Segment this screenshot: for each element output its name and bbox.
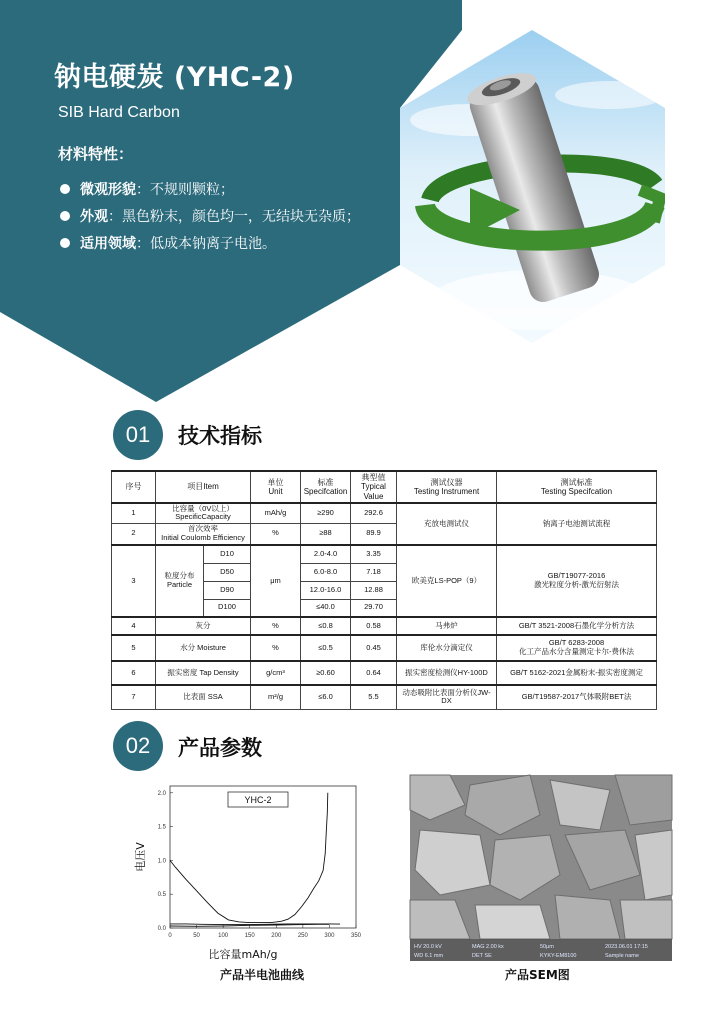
table-row — [112, 617, 657, 635]
cell: 0.64 — [351, 661, 397, 685]
section-title: 技术指标 — [178, 424, 262, 448]
cell: 3.35 — [351, 545, 397, 563]
x-tick-label: 300 — [324, 933, 335, 939]
feature-key: 适用领域 — [80, 235, 136, 252]
cell: 振实密度检测仪HY-100D — [397, 661, 497, 685]
cell: GB/T19077-2016 激光粒度分析-激光衍射法 — [497, 545, 657, 617]
cell: 12.88 — [351, 581, 397, 599]
x-tick-label: 350 — [350, 933, 362, 939]
chart-caption: 产品半电池曲线 — [220, 968, 305, 982]
cell: GB/T19587-2017气体吸附BET法 — [497, 685, 657, 709]
sem-info-text: 2023.06.01 17:15 — [605, 944, 648, 950]
sem-info-text: DET SE — [472, 953, 492, 959]
cell: 6 — [112, 661, 156, 685]
cell: 比容量（0V以上） SpecificCapacity — [156, 503, 251, 523]
cell: ≤0.8 — [301, 617, 351, 635]
cell: 马弗炉 — [397, 617, 497, 635]
feature-key: 外观 — [80, 208, 108, 225]
product-subtitle: SIB Hard Carbon — [58, 104, 180, 121]
table-row — [112, 685, 657, 709]
x-axis-label: 比容量mAh/g — [208, 948, 278, 961]
y-tick-label: 1.0 — [157, 858, 166, 865]
sem-scale-text: 50μm — [540, 944, 554, 950]
x-tick-label: 150 — [244, 933, 255, 939]
cell: 钠离子电池测试流程 — [497, 503, 657, 545]
properties-heading: 材料特性： — [58, 145, 134, 163]
bullet-icon — [60, 211, 70, 221]
cell: 7 — [112, 685, 156, 709]
cell: 3 — [112, 545, 156, 617]
table-row — [112, 635, 657, 661]
series-line — [170, 793, 328, 923]
header-instrument: 测试仪器 Testing Instrument — [397, 471, 497, 503]
battery-hexagon-image — [400, 30, 665, 343]
x-tick-label: 50 — [193, 933, 200, 939]
cell: % — [251, 523, 301, 545]
table-row — [112, 661, 657, 685]
cell: m²/g — [251, 685, 301, 709]
cell: 振实密度 Tap Density — [156, 661, 251, 685]
cell: GB/T 5162-2021金属粉末-振实密度测定 — [497, 661, 657, 685]
cell: ≥290 — [301, 503, 351, 523]
cell: 粒度分布 Particle — [156, 545, 204, 617]
sem-info-text: WD 6.1 mm — [414, 953, 444, 959]
sem-particle — [475, 905, 550, 939]
y-tick-label: 0.0 — [157, 926, 166, 932]
table-row — [112, 545, 657, 563]
header-typical: 典型值 Typical Value — [351, 471, 397, 503]
cell: ≤6.0 — [301, 685, 351, 709]
sem-particle — [620, 900, 672, 939]
cell: D100 — [204, 599, 251, 617]
header-standard: 测试标准 Testing Specifcation — [497, 471, 657, 503]
x-tick-label: 200 — [271, 933, 282, 939]
cell: 292.6 — [351, 503, 397, 523]
cell: ≥88 — [301, 523, 351, 545]
feature-item — [60, 202, 360, 229]
cell: 5 — [112, 635, 156, 661]
table-row — [112, 503, 657, 523]
y-tick-label: 1.5 — [157, 824, 166, 831]
cell: 动态吸附比表面分析仪JW-DX — [397, 685, 497, 709]
cell: GB/T 6283-2008 化工产品水分含量测定卡尔-费休法 — [497, 635, 657, 661]
half-cell-curve-chart — [130, 778, 360, 970]
cell: 5.5 — [351, 685, 397, 709]
cell: 灰分 — [156, 617, 251, 635]
cell: 充放电测试仪 — [397, 503, 497, 545]
bullet-icon — [60, 238, 70, 248]
sem-particle — [555, 895, 620, 939]
cell: mAh/g — [251, 503, 301, 523]
cell: 4 — [112, 617, 156, 635]
cell: 首次效率 Initial Coulomb Efficiency — [156, 523, 251, 545]
cell: 0.58 — [351, 617, 397, 635]
section-title: 产品参数 — [178, 736, 262, 760]
cell: 6.0-8.0 — [301, 563, 351, 581]
cell: GB/T 3521-2008石墨化学分析方法 — [497, 617, 657, 635]
section-number-badge: 02 — [113, 721, 163, 771]
cell: 比表面 SSA — [156, 685, 251, 709]
cell: 水分 Moisture — [156, 635, 251, 661]
y-tick-label: 2.0 — [157, 790, 166, 797]
cell: 1 — [112, 503, 156, 523]
feature-list — [60, 175, 360, 256]
cell: 7.18 — [351, 563, 397, 581]
cell: 12.0-16.0 — [301, 581, 351, 599]
x-tick-label: 250 — [297, 933, 308, 939]
x-tick-label: 0 — [168, 933, 172, 939]
cell: ≤40.0 — [301, 599, 351, 617]
y-axis-label: 电压V — [134, 842, 147, 872]
product-title: 钠电硬炭 (YHC-2) — [54, 62, 295, 93]
cell: ≥0.60 — [301, 661, 351, 685]
x-tick-label: 100 — [218, 933, 229, 939]
cell: % — [251, 617, 301, 635]
cell: 89.9 — [351, 523, 397, 545]
feature-item — [60, 175, 360, 202]
feature-value: ：低成本钠离子电池。 — [136, 235, 276, 252]
feature-key: 微观形貌 — [80, 181, 136, 198]
cell: D10 — [204, 545, 251, 563]
cell: 2 — [112, 523, 156, 545]
header-no: 序号 — [112, 471, 156, 503]
sem-info-text: KYKY-EM8100 — [540, 953, 577, 959]
cell: 0.45 — [351, 635, 397, 661]
cell: μm — [251, 545, 301, 617]
cell: D90 — [204, 581, 251, 599]
feature-item — [60, 229, 360, 256]
sem-info-text: Sample name — [605, 953, 639, 959]
cell: % — [251, 635, 301, 661]
header-item: 项目Item — [156, 471, 251, 503]
legend-label: YHC-2 — [244, 795, 272, 805]
cell: 2.0-4.0 — [301, 545, 351, 563]
table-header-row — [112, 471, 657, 503]
header-unit: 单位 Unit — [251, 471, 301, 503]
sem-caption: 产品SEM图 — [505, 968, 570, 982]
sem-micrograph — [410, 775, 672, 961]
sem-info-text: MAG 2.00 kx — [472, 944, 504, 950]
cell: D50 — [204, 563, 251, 581]
feature-value: ：黑色粉末，颜色均一，无结块无杂质； — [108, 208, 360, 225]
section-number-badge: 01 — [113, 410, 163, 460]
y-tick-label: 0.5 — [157, 892, 166, 899]
cell: ≤0.5 — [301, 635, 351, 661]
cell: 29.70 — [351, 599, 397, 617]
cell: 欧美克LS-POP（9） — [397, 545, 497, 617]
bullet-icon — [60, 184, 70, 194]
feature-value: ：不规则颗粒； — [136, 181, 234, 198]
spec-table — [111, 470, 657, 710]
cell: 库伦水分滴定仪 — [397, 635, 497, 661]
sem-info-text: HV 20.0 kV — [414, 944, 442, 950]
header-spec: 标准 Specifcation — [301, 471, 351, 503]
cell: g/cm³ — [251, 661, 301, 685]
